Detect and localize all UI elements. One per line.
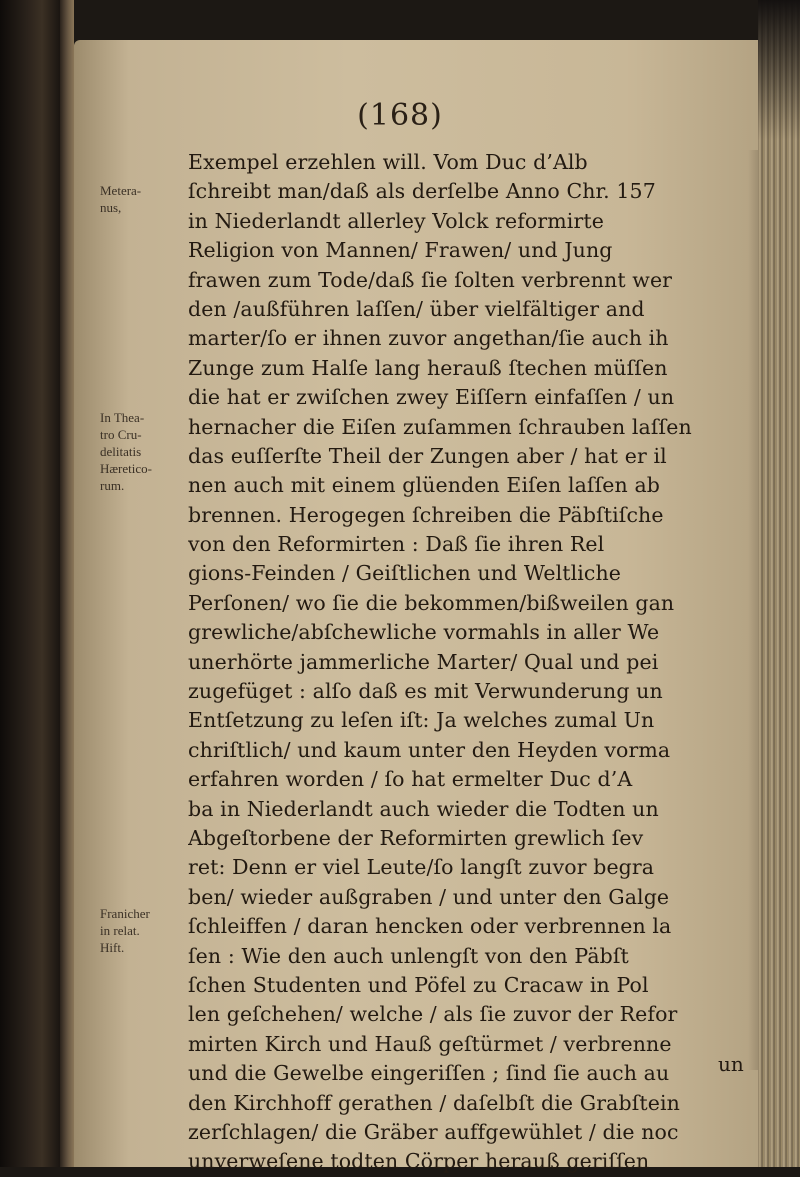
page-edges-shadow: [758, 0, 800, 140]
text-line: erfahren worden / ſo hat ermelter Duc d’A: [188, 767, 633, 792]
text-line: ben/ wieder außgraben / und unter den Galge: [188, 884, 670, 909]
text-line: ſchleiffen / daran hencken oder verbrennen la: [188, 914, 672, 939]
margin-note-line: Metera-: [100, 183, 142, 198]
text-line: mirten Kirch und Hauß geſtürmet / verbrenne: [188, 1031, 672, 1056]
text-line: die hat er zwiſchen zwey Eiſſern einfaſſen / un: [188, 385, 675, 410]
page-number: (168): [357, 98, 443, 133]
margin-note-line: Hift.: [100, 940, 125, 955]
text-line: Entſetzung zu leſen iſt: Ja welches zumal Un: [188, 708, 655, 733]
body-text: [188, 148, 768, 1177]
margin-note-line: in relat.: [100, 923, 140, 938]
margin-note-line: In Thea-: [100, 410, 145, 425]
text-line: unerhörte jammerliche Marter/ Qual und pei: [188, 649, 659, 674]
text-line: frawen zum Tode/daß ſie ſolten verbrennt wer: [188, 267, 673, 292]
text-line: Abgeſtorbene der Reformirten grewlich ſev: [188, 825, 644, 850]
margin-note: [100, 409, 180, 494]
text-line: zerſchlagen/ die Gräber auffgewühlet / die noc: [188, 1119, 679, 1144]
text-line: Perſonen/ wo ſie die bekommen/bißweilen gan: [188, 590, 675, 615]
text-line: len geſchehen/ welche / als ſie zuvor der Refor: [188, 1002, 678, 1027]
margin-note-line: Franicher: [100, 906, 150, 921]
text-line: ſchreibt man/daß als derſelbe Anno Chr. 157: [188, 179, 656, 204]
text-line: marter/ſo er ihnen zuvor angethan/ſie auch ih: [188, 326, 669, 351]
text-line: den /außführen laſſen/ über vielfältiger and: [188, 296, 645, 321]
text-line: den Kirchhoff gerathen / daſelbſt die Grabſtein: [188, 1090, 680, 1115]
text-line: von den Reformirten : Daß ſie ihren Rel: [188, 532, 605, 557]
text-line: unverweſene todten Cörper herauß geriſſen: [188, 1149, 650, 1174]
text-line: in Niederlandt allerley Volck reformirte: [188, 208, 604, 233]
text-line: hernacher die Eiſen zuſammen ſchrauben laſſen: [188, 414, 692, 439]
text-line: brennen. Herogegen ſchreiben die Päbſtiſche: [188, 502, 664, 527]
binding-edge: [60, 0, 74, 1167]
text-line: ret: Denn er viel Leute/ſo langſt zuvor begra: [188, 855, 655, 880]
margin-note-line: rum.: [100, 478, 125, 493]
text-line: und die Gewelbe eingeriſſen ; ſind ſie auch au: [188, 1061, 670, 1086]
text-line: nen auch mit einem glüenden Eiſen laſſen ab: [188, 473, 661, 498]
text-line: ſchen Studenten und Pöfel zu Cracaw in Pol: [188, 972, 649, 997]
text-line: das euſſerſte Theil der Zungen aber / hat er il: [188, 443, 667, 468]
margin-note-line: Hæretico-: [100, 461, 152, 476]
text-line: grewliche/abſchewliche vormahls in aller We: [188, 620, 660, 645]
text-line: zugefüget : alſo daß es mit Verwunderung un: [188, 679, 663, 704]
text-line: gions-Feinden / Geiſtlichen und Weltliche: [188, 561, 621, 586]
margin-note: [100, 182, 170, 216]
margin-note: [100, 905, 180, 956]
text-line: Exempel erzehlen will. Vom Duc d’Alb: [188, 150, 588, 174]
text-line: Zunge zum Halſe lang herauß ſtechen müſſen: [188, 355, 668, 380]
text-line: chriſtlich/ und kaum unter den Heyden vorma: [188, 737, 671, 762]
text-line: Religion von Mannen/ Frawen/ und Jung: [188, 238, 613, 263]
catchword: un: [718, 1052, 744, 1076]
text-line: ſen : Wie den auch unlengſt von den Päbſt: [188, 943, 629, 968]
text-line: ba in Niederlandt auch wieder die Todten un: [188, 796, 659, 821]
margin-note-line: tro Cru-: [100, 427, 142, 442]
margin-note-line: nus,: [100, 200, 122, 215]
margin-note-line: delitatis: [100, 444, 142, 459]
book-binding: [0, 0, 60, 1167]
page-edges: [758, 0, 800, 1167]
